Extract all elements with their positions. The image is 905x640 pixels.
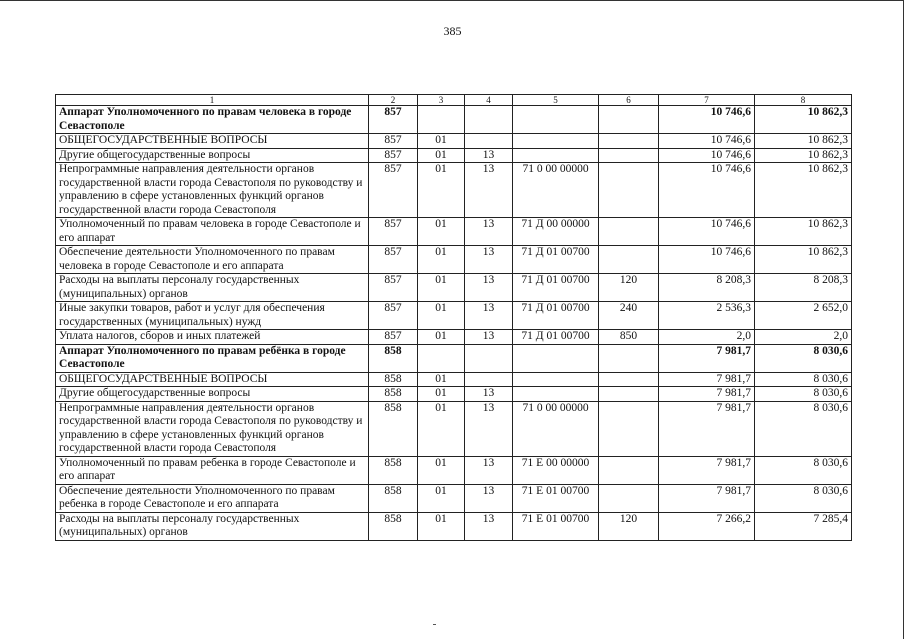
cell-amount-col8: 8 030,6	[755, 401, 852, 456]
cell-section: 01	[418, 302, 465, 330]
cell-admin-code: 857	[369, 163, 418, 218]
cell-amount-col8: 10 862,3	[755, 246, 852, 274]
cell-admin-code: 858	[369, 484, 418, 512]
table-row	[56, 302, 852, 330]
cell-amount-col7: 10 746,6	[659, 163, 755, 218]
cell-subsection: 13	[465, 218, 513, 246]
cell-expense-type: 120	[599, 512, 659, 540]
cell-section: 01	[418, 330, 465, 345]
cell-amount-col8: 8 030,6	[755, 344, 852, 372]
cell-amount-col7: 10 746,6	[659, 148, 755, 163]
cell-name: Обеспечение деятельности Уполномоченного по правам человека в городе Севастополе и его аппарата	[56, 246, 369, 274]
cell-admin-code: 857	[369, 330, 418, 345]
cell-amount-col7: 7 266,2	[659, 512, 755, 540]
cell-amount-col7: 8 208,3	[659, 274, 755, 302]
cell-target-article: 71 Д 01 00700	[513, 330, 599, 345]
column-header-8: 8	[755, 95, 852, 106]
cell-name: Уполномоченный по правам человека в городе Севастополе и его аппарат	[56, 218, 369, 246]
cell-target-article: 71 Д 00 00000	[513, 218, 599, 246]
cell-target-article	[513, 134, 599, 149]
cell-expense-type	[599, 401, 659, 456]
cell-amount-col8: 7 285,4	[755, 512, 852, 540]
cell-expense-type	[599, 456, 659, 484]
cell-section: 01	[418, 163, 465, 218]
cell-target-article	[513, 372, 599, 387]
cell-admin-code: 857	[369, 134, 418, 149]
cell-section	[418, 344, 465, 372]
cell-expense-type	[599, 218, 659, 246]
cell-target-article	[513, 344, 599, 372]
cell-admin-code: 857	[369, 274, 418, 302]
scan-artifact-dot	[433, 624, 436, 625]
cell-target-article: 71 0 00 00000	[513, 163, 599, 218]
cell-subsection	[465, 372, 513, 387]
table-row	[56, 330, 852, 345]
cell-amount-col7: 7 981,7	[659, 401, 755, 456]
cell-admin-code: 857	[369, 246, 418, 274]
cell-subsection: 13	[465, 148, 513, 163]
cell-expense-type	[599, 148, 659, 163]
cell-amount-col7: 10 746,6	[659, 218, 755, 246]
cell-amount-col8: 10 862,3	[755, 163, 852, 218]
cell-target-article	[513, 106, 599, 134]
cell-target-article: 71 Д 01 00700	[513, 274, 599, 302]
cell-amount-col8: 8 030,6	[755, 484, 852, 512]
cell-target-article: 71 Д 01 00700	[513, 246, 599, 274]
cell-expense-type	[599, 106, 659, 134]
cell-subsection: 13	[465, 456, 513, 484]
column-header-5: 5	[513, 95, 599, 106]
table-row	[56, 148, 852, 163]
table-row	[56, 344, 852, 372]
cell-amount-col8: 10 862,3	[755, 218, 852, 246]
cell-section: 01	[418, 512, 465, 540]
cell-name: Расходы на выплаты персоналу государственных (муниципальных) органов	[56, 512, 369, 540]
column-header-2: 2	[369, 95, 418, 106]
cell-expense-type: 120	[599, 274, 659, 302]
table-row	[56, 456, 852, 484]
cell-expense-type	[599, 484, 659, 512]
cell-section: 01	[418, 456, 465, 484]
cell-admin-code: 857	[369, 218, 418, 246]
cell-amount-col8: 8 030,6	[755, 456, 852, 484]
cell-subsection	[465, 134, 513, 149]
column-header-3: 3	[418, 95, 465, 106]
cell-amount-col7: 10 746,6	[659, 246, 755, 274]
table-row	[56, 512, 852, 540]
cell-name: Другие общегосударственные вопросы	[56, 387, 369, 402]
cell-amount-col8: 2 652,0	[755, 302, 852, 330]
cell-admin-code: 858	[369, 401, 418, 456]
cell-name: Уполномоченный по правам ребенка в городе Севастополе и его аппарат	[56, 456, 369, 484]
cell-expense-type	[599, 246, 659, 274]
cell-name: Уплата налогов, сборов и иных платежей	[56, 330, 369, 345]
cell-amount-col8: 10 862,3	[755, 134, 852, 149]
cell-section: 01	[418, 134, 465, 149]
table-row	[56, 401, 852, 456]
cell-admin-code: 858	[369, 372, 418, 387]
cell-section: 01	[418, 401, 465, 456]
cell-admin-code: 858	[369, 344, 418, 372]
cell-admin-code: 857	[369, 302, 418, 330]
cell-section: 01	[418, 387, 465, 402]
cell-name: Аппарат Уполномоченного по правам ребёнка в городе Севастополе	[56, 344, 369, 372]
cell-amount-col7: 7 981,7	[659, 372, 755, 387]
table-row	[56, 246, 852, 274]
cell-amount-col7: 7 981,7	[659, 484, 755, 512]
cell-amount-col7: 7 981,7	[659, 344, 755, 372]
cell-subsection: 13	[465, 484, 513, 512]
cell-admin-code: 857	[369, 148, 418, 163]
cell-section: 01	[418, 218, 465, 246]
cell-amount-col8: 10 862,3	[755, 148, 852, 163]
table-row	[56, 372, 852, 387]
cell-target-article	[513, 148, 599, 163]
cell-subsection	[465, 106, 513, 134]
cell-target-article: 71 Е 01 00700	[513, 484, 599, 512]
cell-name: Аппарат Уполномоченного по правам человека в городе Севастополе	[56, 106, 369, 134]
cell-name: ОБЩЕГОСУДАРСТВЕННЫЕ ВОПРОСЫ	[56, 372, 369, 387]
cell-admin-code: 858	[369, 387, 418, 402]
cell-amount-col7: 7 981,7	[659, 456, 755, 484]
cell-name: Расходы на выплаты персоналу государственных (муниципальных) органов	[56, 274, 369, 302]
cell-target-article: 71 Е 00 00000	[513, 456, 599, 484]
cell-expense-type	[599, 372, 659, 387]
cell-target-article	[513, 387, 599, 402]
cell-subsection: 13	[465, 246, 513, 274]
cell-section: 01	[418, 148, 465, 163]
cell-amount-col7: 10 746,6	[659, 106, 755, 134]
cell-amount-col7: 2 536,3	[659, 302, 755, 330]
table-row	[56, 218, 852, 246]
cell-subsection: 13	[465, 401, 513, 456]
cell-admin-code: 858	[369, 456, 418, 484]
cell-name: Другие общегосударственные вопросы	[56, 148, 369, 163]
table-row	[56, 106, 852, 134]
cell-expense-type: 850	[599, 330, 659, 345]
cell-section: 01	[418, 274, 465, 302]
cell-section	[418, 106, 465, 134]
cell-target-article: 71 Д 01 00700	[513, 302, 599, 330]
cell-expense-type: 240	[599, 302, 659, 330]
column-header-7: 7	[659, 95, 755, 106]
budget-table	[55, 94, 852, 541]
cell-amount-col8: 10 862,3	[755, 106, 852, 134]
cell-target-article: 71 Е 01 00700	[513, 512, 599, 540]
cell-subsection: 13	[465, 163, 513, 218]
cell-amount-col8: 2,0	[755, 330, 852, 345]
page-number: 385	[443, 24, 462, 38]
cell-subsection: 13	[465, 330, 513, 345]
cell-subsection: 13	[465, 387, 513, 402]
cell-name: Непрограммные направления деятельности органов государственной власти города Севастополя по руководству и управлению в сфере установленных функций органов государственной власти города Севастополя	[56, 163, 369, 218]
cell-subsection	[465, 344, 513, 372]
table-body	[56, 95, 852, 541]
table-header-row	[56, 95, 852, 106]
table-row	[56, 134, 852, 149]
table-row	[56, 484, 852, 512]
column-header-1: 1	[56, 95, 369, 106]
table-row	[56, 274, 852, 302]
cell-target-article: 71 0 00 00000	[513, 401, 599, 456]
cell-name: Иные закупки товаров, работ и услуг для обеспечения государственных (муниципальных) нужд	[56, 302, 369, 330]
cell-subsection: 13	[465, 274, 513, 302]
cell-section: 01	[418, 246, 465, 274]
cell-amount-col8: 8 208,3	[755, 274, 852, 302]
column-header-6: 6	[599, 95, 659, 106]
cell-amount-col7: 7 981,7	[659, 387, 755, 402]
cell-admin-code: 858	[369, 512, 418, 540]
cell-subsection: 13	[465, 512, 513, 540]
cell-name: Обеспечение деятельности Уполномоченного по правам ребенка в городе Севастополе и его аппарата	[56, 484, 369, 512]
cell-expense-type	[599, 134, 659, 149]
table-row	[56, 163, 852, 218]
column-header-4: 4	[465, 95, 513, 106]
cell-name: Непрограммные направления деятельности органов государственной власти города Севастополя по руководству и управлению в сфере установленных функций органов государственной власти города Севастополя	[56, 401, 369, 456]
cell-expense-type	[599, 387, 659, 402]
cell-section: 01	[418, 372, 465, 387]
cell-expense-type	[599, 344, 659, 372]
cell-name: ОБЩЕГОСУДАРСТВЕННЫЕ ВОПРОСЫ	[56, 134, 369, 149]
cell-subsection: 13	[465, 302, 513, 330]
cell-amount-col7: 10 746,6	[659, 134, 755, 149]
cell-section: 01	[418, 484, 465, 512]
cell-amount-col8: 8 030,6	[755, 372, 852, 387]
cell-amount-col8: 8 030,6	[755, 387, 852, 402]
cell-admin-code: 857	[369, 106, 418, 134]
cell-amount-col7: 2,0	[659, 330, 755, 345]
table-row	[56, 387, 852, 402]
cell-expense-type	[599, 163, 659, 218]
